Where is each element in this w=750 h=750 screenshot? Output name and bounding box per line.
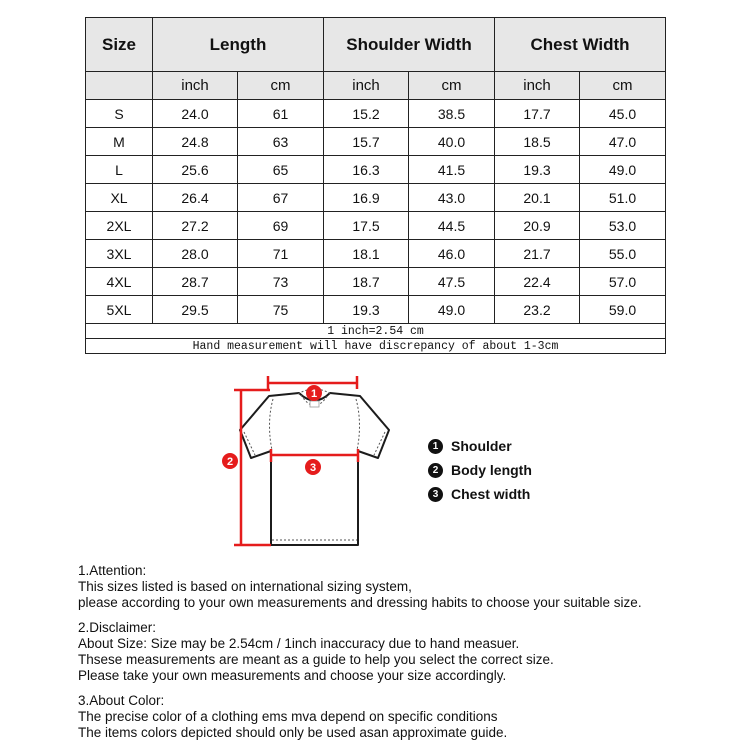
measurement-cell: 55.0 xyxy=(580,240,666,268)
section-line: The items colors depicted should only be used asan approximate guide. xyxy=(78,725,508,740)
unit-header: inch xyxy=(495,72,580,100)
size-cell: XL xyxy=(86,184,153,212)
measurement-cell: 45.0 xyxy=(580,100,666,128)
table-note-inch-cm: 1 inch=2.54 cm xyxy=(86,324,666,339)
unit-header: inch xyxy=(153,72,238,100)
legend-label: Chest width xyxy=(451,486,531,502)
measurement-cell: 61 xyxy=(238,100,324,128)
unit-header: inch xyxy=(324,72,409,100)
measurement-cell: 73 xyxy=(238,268,324,296)
table-note-discrepancy: Hand measurement will have discrepancy of about 1-3cm xyxy=(86,339,666,354)
measurement-cell: 28.7 xyxy=(153,268,238,296)
measurement-cell: 20.1 xyxy=(495,184,580,212)
size-cell: 5XL xyxy=(86,296,153,324)
size-cell: M xyxy=(86,128,153,156)
size-chart-table xyxy=(85,17,666,354)
section-attention xyxy=(78,563,698,611)
measurement-cell: 65 xyxy=(238,156,324,184)
measurement-cell: 22.4 xyxy=(495,268,580,296)
section-title: 1.Attention: xyxy=(78,563,147,578)
unit-header: cm xyxy=(580,72,666,100)
legend-number-icon: 1 xyxy=(428,439,443,454)
measurement-cell: 57.0 xyxy=(580,268,666,296)
measurement-cell: 40.0 xyxy=(409,128,495,156)
measurement-cell: 19.3 xyxy=(495,156,580,184)
tshirt-measurement-diagram xyxy=(215,372,445,562)
measurement-cell: 27.2 xyxy=(153,212,238,240)
measurement-cell: 15.2 xyxy=(324,100,409,128)
table-unit-header-row xyxy=(86,72,666,100)
measurement-cell: 51.0 xyxy=(580,184,666,212)
col-header-shoulder-width: Shoulder Width xyxy=(324,18,495,72)
measurement-cell: 19.3 xyxy=(324,296,409,324)
table-note-row xyxy=(86,324,666,339)
table-row xyxy=(86,240,666,268)
measurement-cell: 15.7 xyxy=(324,128,409,156)
table-row xyxy=(86,156,666,184)
legend-number-icon: 2 xyxy=(428,463,443,478)
col-header-size: Size xyxy=(86,18,153,72)
measurement-cell: 24.0 xyxy=(153,100,238,128)
measurement-cell: 23.2 xyxy=(495,296,580,324)
table-group-header-row xyxy=(86,18,666,72)
table-row xyxy=(86,296,666,324)
measurement-cell: 49.0 xyxy=(409,296,495,324)
measurement-cell: 53.0 xyxy=(580,212,666,240)
col-header-chest-width: Chest Width xyxy=(495,18,666,72)
unit-header-empty xyxy=(86,72,153,100)
measurement-cell: 18.5 xyxy=(495,128,580,156)
badge-shoulder: 1 xyxy=(310,388,318,400)
measurement-cell: 17.5 xyxy=(324,212,409,240)
info-sections xyxy=(78,563,698,750)
badge-chest-width: 3 xyxy=(309,462,317,474)
measurement-cell: 21.7 xyxy=(495,240,580,268)
measurement-cell: 16.3 xyxy=(324,156,409,184)
measurement-cell: 46.0 xyxy=(409,240,495,268)
measurement-cell: 17.7 xyxy=(495,100,580,128)
measurement-legend xyxy=(428,434,532,506)
measurement-cell: 29.5 xyxy=(153,296,238,324)
measurement-cell: 38.5 xyxy=(409,100,495,128)
legend-item-body-length xyxy=(428,458,532,482)
table-row xyxy=(86,212,666,240)
size-cell: L xyxy=(86,156,153,184)
measurement-cell: 49.0 xyxy=(580,156,666,184)
legend-label: Shoulder xyxy=(451,438,512,454)
legend-item-chest-width xyxy=(428,482,532,506)
measurement-cell: 67 xyxy=(238,184,324,212)
measurement-cell: 44.5 xyxy=(409,212,495,240)
measurement-cell: 43.0 xyxy=(409,184,495,212)
measurement-cell: 63 xyxy=(238,128,324,156)
section-line: please according to your own measurements and dressing habits to choose your suitable size. xyxy=(78,595,642,610)
measurement-cell: 16.9 xyxy=(324,184,409,212)
measurement-cell: 24.8 xyxy=(153,128,238,156)
unit-header: cm xyxy=(238,72,324,100)
section-line: This sizes listed is based on international sizing system, xyxy=(78,579,412,594)
measurement-cell: 25.6 xyxy=(153,156,238,184)
unit-header: cm xyxy=(409,72,495,100)
section-line: The precise color of a clothing ems mva depend on specific conditions xyxy=(78,709,498,724)
section-title: 2.Disclaimer: xyxy=(78,620,157,635)
measurement-cell: 59.0 xyxy=(580,296,666,324)
badge-body-length: 2 xyxy=(226,456,234,468)
measurement-cell: 18.7 xyxy=(324,268,409,296)
section-line: About Size: Size may be 2.54cm / 1inch inaccuracy due to hand measuer. xyxy=(78,636,520,651)
table-row xyxy=(86,100,666,128)
legend-number-icon: 3 xyxy=(428,487,443,502)
size-cell: S xyxy=(86,100,153,128)
measurement-cell: 47.0 xyxy=(580,128,666,156)
col-header-length: Length xyxy=(153,18,324,72)
measurement-cell: 47.5 xyxy=(409,268,495,296)
size-cell: 4XL xyxy=(86,268,153,296)
measurement-cell: 28.0 xyxy=(153,240,238,268)
table-row xyxy=(86,268,666,296)
section-about-color xyxy=(78,693,698,741)
table-row xyxy=(86,128,666,156)
measurement-cell: 41.5 xyxy=(409,156,495,184)
measurement-cell: 75 xyxy=(238,296,324,324)
legend-item-shoulder xyxy=(428,434,532,458)
measurement-cell: 71 xyxy=(238,240,324,268)
legend-label: Body length xyxy=(451,462,532,478)
measurement-cell: 26.4 xyxy=(153,184,238,212)
measurement-cell: 69 xyxy=(238,212,324,240)
table-row xyxy=(86,184,666,212)
section-title: 3.About Color: xyxy=(78,693,165,708)
section-line: Thsese measurements are meant as a guide to help you select the correct size. xyxy=(78,652,554,667)
neck-label-tag xyxy=(310,401,319,407)
size-cell: 3XL xyxy=(86,240,153,268)
measurement-cell: 20.9 xyxy=(495,212,580,240)
table-note-row xyxy=(86,339,666,354)
section-line: Please take your own measurements and choose your size accordingly. xyxy=(78,668,507,683)
size-cell: 2XL xyxy=(86,212,153,240)
measurement-cell: 18.1 xyxy=(324,240,409,268)
section-disclaimer xyxy=(78,620,698,684)
